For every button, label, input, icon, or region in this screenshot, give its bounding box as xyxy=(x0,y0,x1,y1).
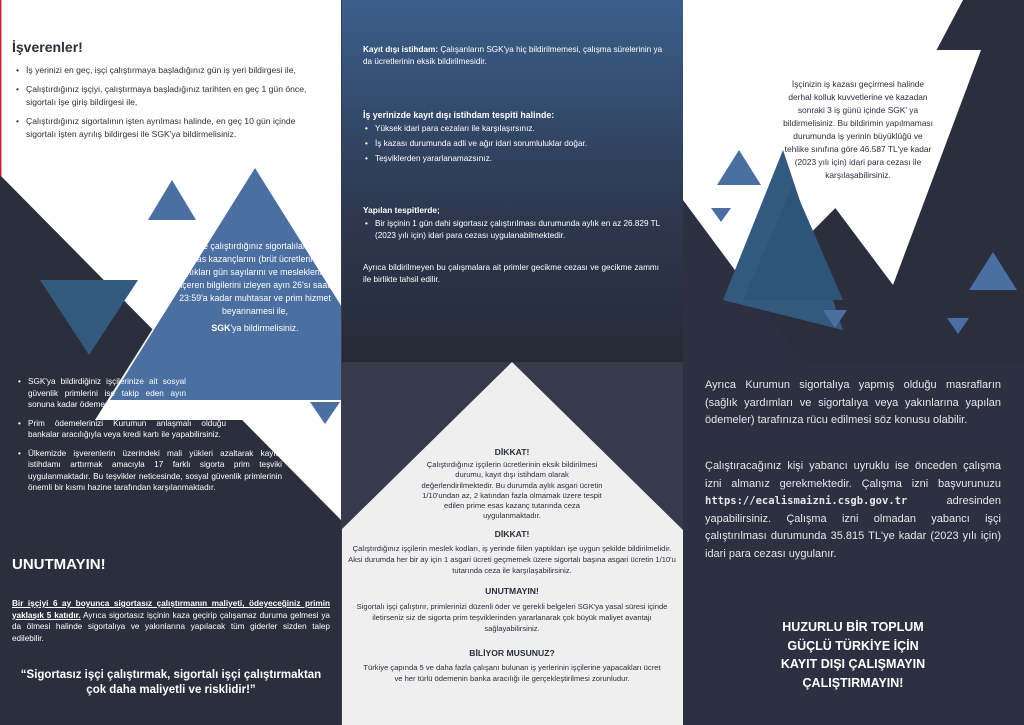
declaration-text: Ay içinde çalıştırdığınız sigortalıların prime esas kazançlarını (brüt ücretlerini), çalıştıkları gün sayılarını ve mesleklerini de içeren bilgilerini izleyen ayın 26'sı saat 23:59'a kadar muhtasar ve prim hizmet beyannamesi ile, SGK'ya bildirmelisiniz. xyxy=(171,241,339,333)
remember-text-2: Sigortalı işçi çalıştırır, primlerinizi düzenli öder ve gerekli belgeleri SGK'ya yasal süresi içinde iletirseniz siz de sigorta prim teşviklerinden yararlanarak çok büyük maliyet avantajı sağlayabilirsiniz. xyxy=(356,602,668,633)
panel-informal-employment xyxy=(341,0,683,725)
did-you-know-heading: BİLİYOR MUSUNUZ? xyxy=(469,648,555,658)
panel-work-accident xyxy=(683,0,1024,725)
list-item: • SGK'ya bildirdiğiniz işçilerinize ait sosyal güvenlik primlerini ise takip eden ayın sonuna kadar ödemeniz gerekmektedir. xyxy=(16,376,186,411)
remember-text: Bir işçiyi 6 ay boyunca sigortasız çalıştırmanın maliyeti, ödeyeceğiniz primin yaklaşık 5 katıdır. Ayrıca sigortasız işçinin kaza geçirip çalışamaz duruma gelmesi ya da ölmesi halinde sigortalıya ve yakınlarına yapılacak tüm giderler sizden talep edilebilir. xyxy=(12,599,330,643)
remember-heading: UNUTMAYIN! xyxy=(12,556,106,573)
detection-heading: İş yerinizde kayıt dışı istihdam tespiti halinde: xyxy=(363,110,555,120)
attention-heading-2: DİKKAT! xyxy=(494,529,530,539)
recourse-text: Ayrıca Kurumun sigortalıya yapmış olduğu masrafların (sağlık yardımları ve sigortalıya veya yakınlarına yapılan ödemeler) tarafınıza rücu edilmesi söz konusu olabilir. xyxy=(705,379,1001,426)
attention-heading-1: DİKKAT! xyxy=(494,447,530,457)
list-item: • Ülkemizde işverenlerin üzerindeki mali yükleri azaltarak kayıtlı istihdamı arttırmak amacıyla 17 farklı sigorta prim teşviki uygulanmaktadır. Bu teşvikler neticesinde, sosyal güvenlik primlerinin önemli bir kısmı hazine tarafından karşılanmaktadır. xyxy=(16,448,282,494)
slogan: HUZURLU BİR TOPLUM GÜÇLÜ TÜRKİYE İÇİN KAYIT DIŞI ÇALIŞMAYIN ÇALIŞTIRMAYIN! xyxy=(780,620,926,690)
findings-bullets xyxy=(363,218,663,242)
did-you-know-text: Türkiye çapında 5 ve daha fazla çalışanı bulunan iş yerlerinin işçilerine yapacakları ücret ve her türlü ödemenin banka aracılığı ile gerçekleştirilmesi zorunludur. xyxy=(363,663,661,683)
sgk-label: SGK xyxy=(211,323,231,333)
list-item: • Teşviklerden yararlanamazsınız. xyxy=(363,153,663,165)
employers-bullets xyxy=(14,64,326,141)
work-permit-text: Çalıştıracağınız kişi yabancı uyruklu ise önceden çalışma izni almanız gerekmektedir. Çalışma izni başvurunuzu https://ecalismaizni.csgb.gov.tr adresinden yapabilirsiniz. Çalışma izni olmadan yabancı işçi çalıştırılması durumunda 35.815 TL'ye kadar (2023 yılı için) idari para cezası uygulanır. xyxy=(705,460,1001,560)
panel2-left-line xyxy=(341,0,342,725)
findings-heading: Yapılan tespitlerde; xyxy=(363,205,440,215)
definition-text: Kayıt dışı istihdam: Çalışanların SGK'ya hiç bildirilmemesi, çalışma sürelerinin ya da ücretlerinin eksik bildirilmesidir. xyxy=(363,45,663,66)
work-permit-link[interactable]: https://ecalismaizni.csgb.gov.tr xyxy=(705,495,908,507)
attention-text-1: Çalıştırdığınız işçilerin ücretlerinin eksik bildirilmesi durumu, kayıt dışı istihdam olarak değerlendirilmektedir. Bu durumda aylık asgari ücretin 1/10'undan az, 2 katından fazla olmamak üzere tespit edilen prime esas kazanç tutarında ceza uygulanmaktadır. xyxy=(421,460,603,521)
remember-heading-2: UNUTMAYIN! xyxy=(485,586,539,596)
risk-quote: “Sigortasız işçi çalıştırmak, sigortalı işçi çalıştırmaktan çok daha maliyetli ve risklidir!” xyxy=(20,669,322,696)
list-item: • Bir işçinin 1 gün dahi sigortasız çalıştırılması durumunda aylık en az 26.829 TL (2023 yılı için) idari para cezası uygulanabilmektedir. xyxy=(363,218,663,242)
findings-extra: Ayrıca bildirilmeyen bu çalışmalara ait primler gecikme cezası ve gecikme zammı ile birlikte tahsil edilir. xyxy=(363,263,659,284)
list-item: • Çalıştırdığınız işçiyi, çalıştırmaya başladığınız tarihten en geç 1 gün önce, sigortalı işe giriş bildirgesi ile, xyxy=(14,83,326,109)
list-item: • İş kazası durumunda adli ve ağır idari sorumluluklar doğar. xyxy=(363,138,663,150)
list-item: • Yüksek idari para cezaları ile karşılaşırsınız. xyxy=(363,123,663,135)
panel-employers xyxy=(0,0,341,725)
list-item: • İş yerinizi en geç, işçi çalıştırmaya başladığınız gün iş yeri bildirgesi ile, xyxy=(14,64,326,77)
accident-text: İşçinizin iş kazası geçirmesi halinde derhal kolluk kuvvetlerine ve kazadan sonraki 3 iş günü içinde SGK' ya bildirmelisiniz. Bu bildirimin yapılmaması durumunda iş yerinin büyüklüğü ve tehlike sınıfına göre 46.587 TL'ye kadar (2023 yılı için) idari para cezası ile karşılaşabilirsiniz. xyxy=(783,79,933,180)
payment-bullets xyxy=(16,376,282,494)
attention-text-2: Çalıştırdığınız işçilerin meslek kodları, iş yerinde fiilen yaptıkları işe uygun şekilde bildirilmelidir. Aksi durumda her bir ay için 1 asgari ücreti geçmemek üzere sigortalı başına asgari ücretin 1/10'u tutarında ceza ile karşılaşabilirsiniz. xyxy=(348,544,676,575)
list-item: • Prim ödemelerinizi Kurumun anlaşmalı olduğu bankalar aracılığıyla veya kredi kartı ile yapabilirsiniz. xyxy=(16,418,226,441)
panel1-small-triangle xyxy=(148,180,196,220)
list-item: • Çalıştırdığınız sigortalının işten ayrılması halinde, en geç 10 gün içinde sigortalı işten ayrılış bildirgesi ile SGK'ya bildirmelisiniz. xyxy=(14,115,326,141)
cost-warning: Bir işçiyi 6 ay boyunca sigortasız çalıştırmanın maliyeti, ödeyeceğiniz primin yaklaşık 5 katıdır. xyxy=(12,599,330,620)
detection-bullets xyxy=(363,123,663,165)
employers-heading: İşverenler! xyxy=(12,39,83,55)
